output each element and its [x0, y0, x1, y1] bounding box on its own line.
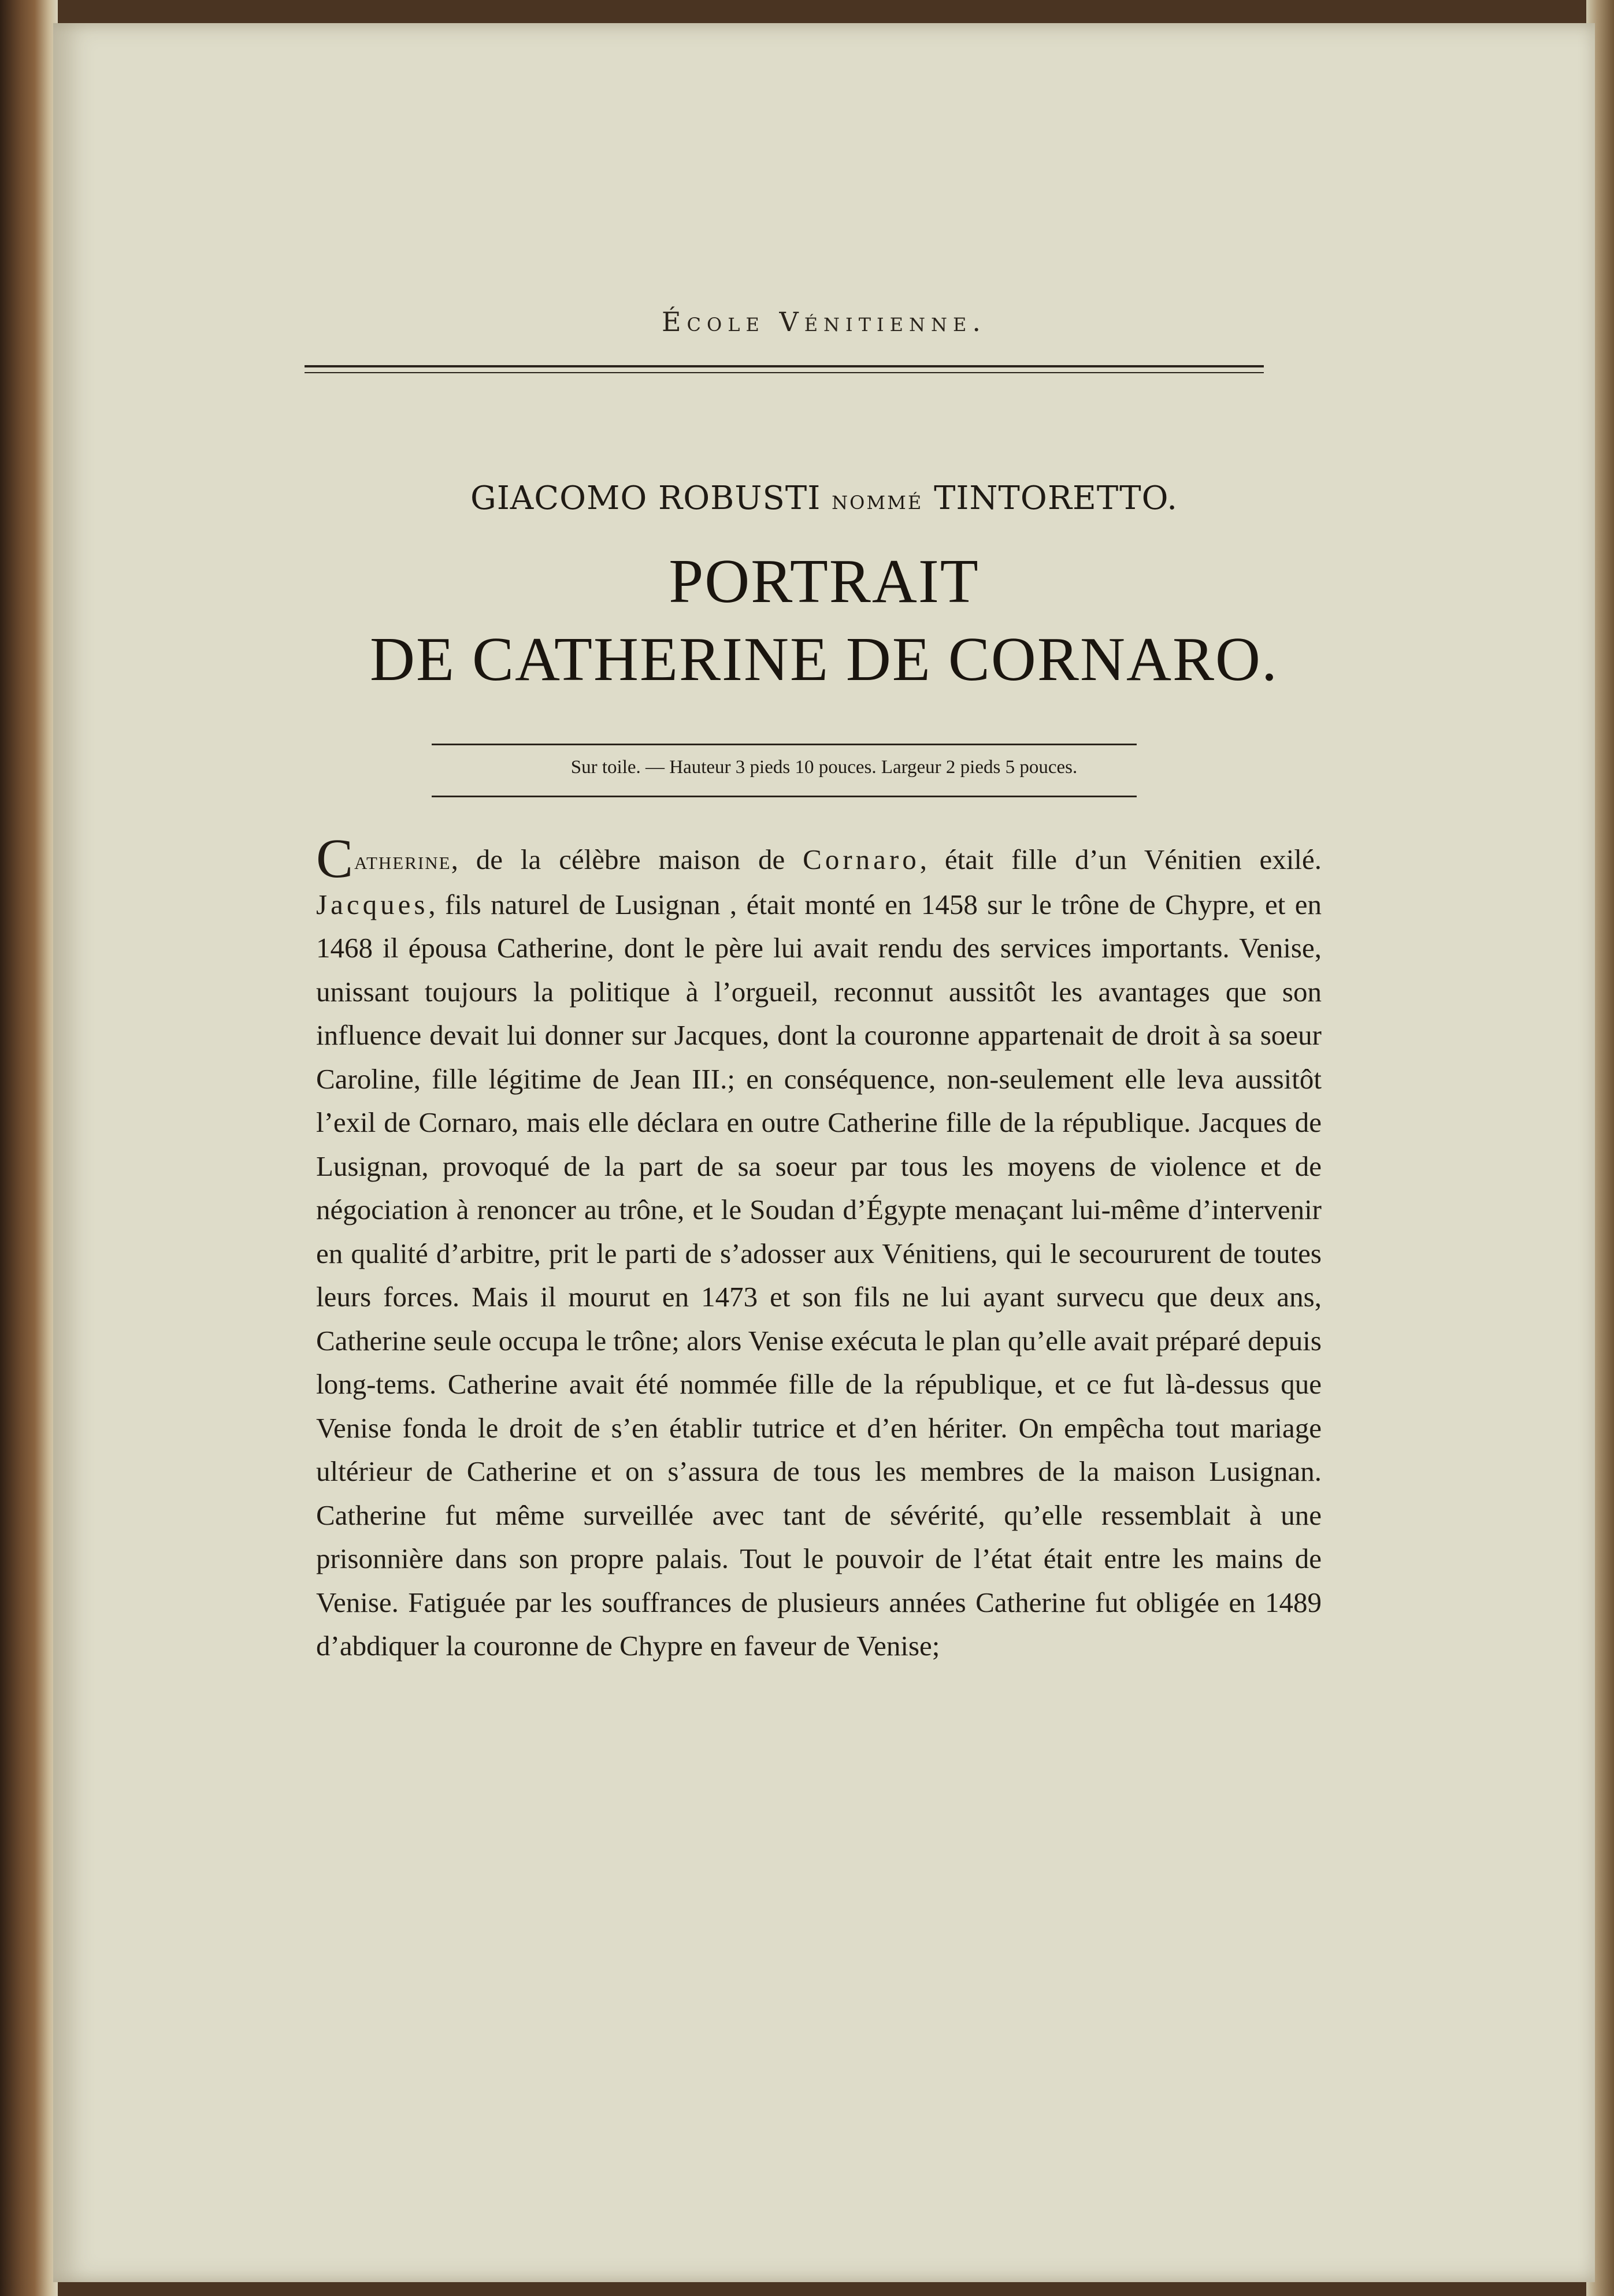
first-word: atherine: [354, 846, 451, 875]
artist-connector: NOMMÉ: [832, 492, 923, 514]
after-cornaro-text: , était fille d’un Vénitien exilé.: [919, 844, 1322, 875]
title-line-2: DE CATHERINE DE CORNARO.: [370, 625, 1278, 694]
artist-first-name: GIACOMO ROBUSTI: [470, 480, 821, 517]
title-line-1: PORTRAIT: [669, 547, 979, 616]
school-header: École Vénitienne.: [661, 306, 987, 337]
jacques-name: Jacques: [316, 888, 429, 920]
body-text: , fils naturel de Lusignan , était monté en 1458 sur le trône de Chypre, et en 1468 il épousa Catherine, dont le père lui avait rendu des services importants. Venise, unissant toujours la politique à l’orgueil, reconnut aussitôt les avantages que son influence devait lui donner sur Jacques, dont la couronne appartenait de droit à sa soeur Caroline, fille légitime de Jean III.; en conséquence, non-seulement elle leva aussitôt l’exil de Cornaro, mais elle déclara en outre Catherine fille de la république. Jacques de Lusignan, provoqué de la part de sa soeur par tous les moyens de violence et de négociation à renoncer au trône, et le Soudan d’Égypte menaçant lui-même d’intervenir en qualité d’arbitre, prit le parti de s’adosser aux Vénitiens, qui le secoururent de toutes leurs forces. Mais il mourut en 1473 et son fils ne lui ayant survecu que deux ans, Catherine seule occupa le trône; alors Venise exécuta le plan qu’elle avait préparé depuis long-tems. Catherine avait été nommée fille de la république, et ce fut là-dessus que Venise fonda le droit de s’en établir tutrice et d’en hériter. On empêcha tout mariage ultérieur de Catherine et on s’assura de tous les membres de la maison Lusignan. Catherine fut même surveillée avec tant de sévérité, qu’elle ressemblait à une prisonnière dans son propre palais. Tout le pouvoir de l’état était entre les mains de Venise. Fatiguée par les souffrances de plusieurs années Catherine fut obligée en 1489 d’abdiquer la couronne de Chypre en faveur de Venise;: [316, 888, 1322, 1662]
artist-last-name: TINTORETTO.: [934, 480, 1178, 517]
dimensions-rule-bottom: [432, 796, 1137, 797]
cornaro-name: Cornaro: [803, 844, 920, 875]
header-rule-top: [305, 365, 1264, 367]
opening-text: , de la célèbre maison de: [451, 844, 803, 875]
dimensions-line: Sur toile. — Hauteur 3 pieds 10 pouces. Largeur 2 pieds 5 pouces.: [570, 757, 1078, 778]
body-paragraph: [316, 827, 1322, 1668]
artist-name: [53, 480, 1595, 517]
drop-cap: C: [316, 827, 354, 889]
header-rule-bottom: [305, 372, 1264, 373]
book-spine: [0, 0, 58, 2296]
page: [53, 23, 1595, 2282]
dimensions-rule-top: [432, 744, 1137, 745]
